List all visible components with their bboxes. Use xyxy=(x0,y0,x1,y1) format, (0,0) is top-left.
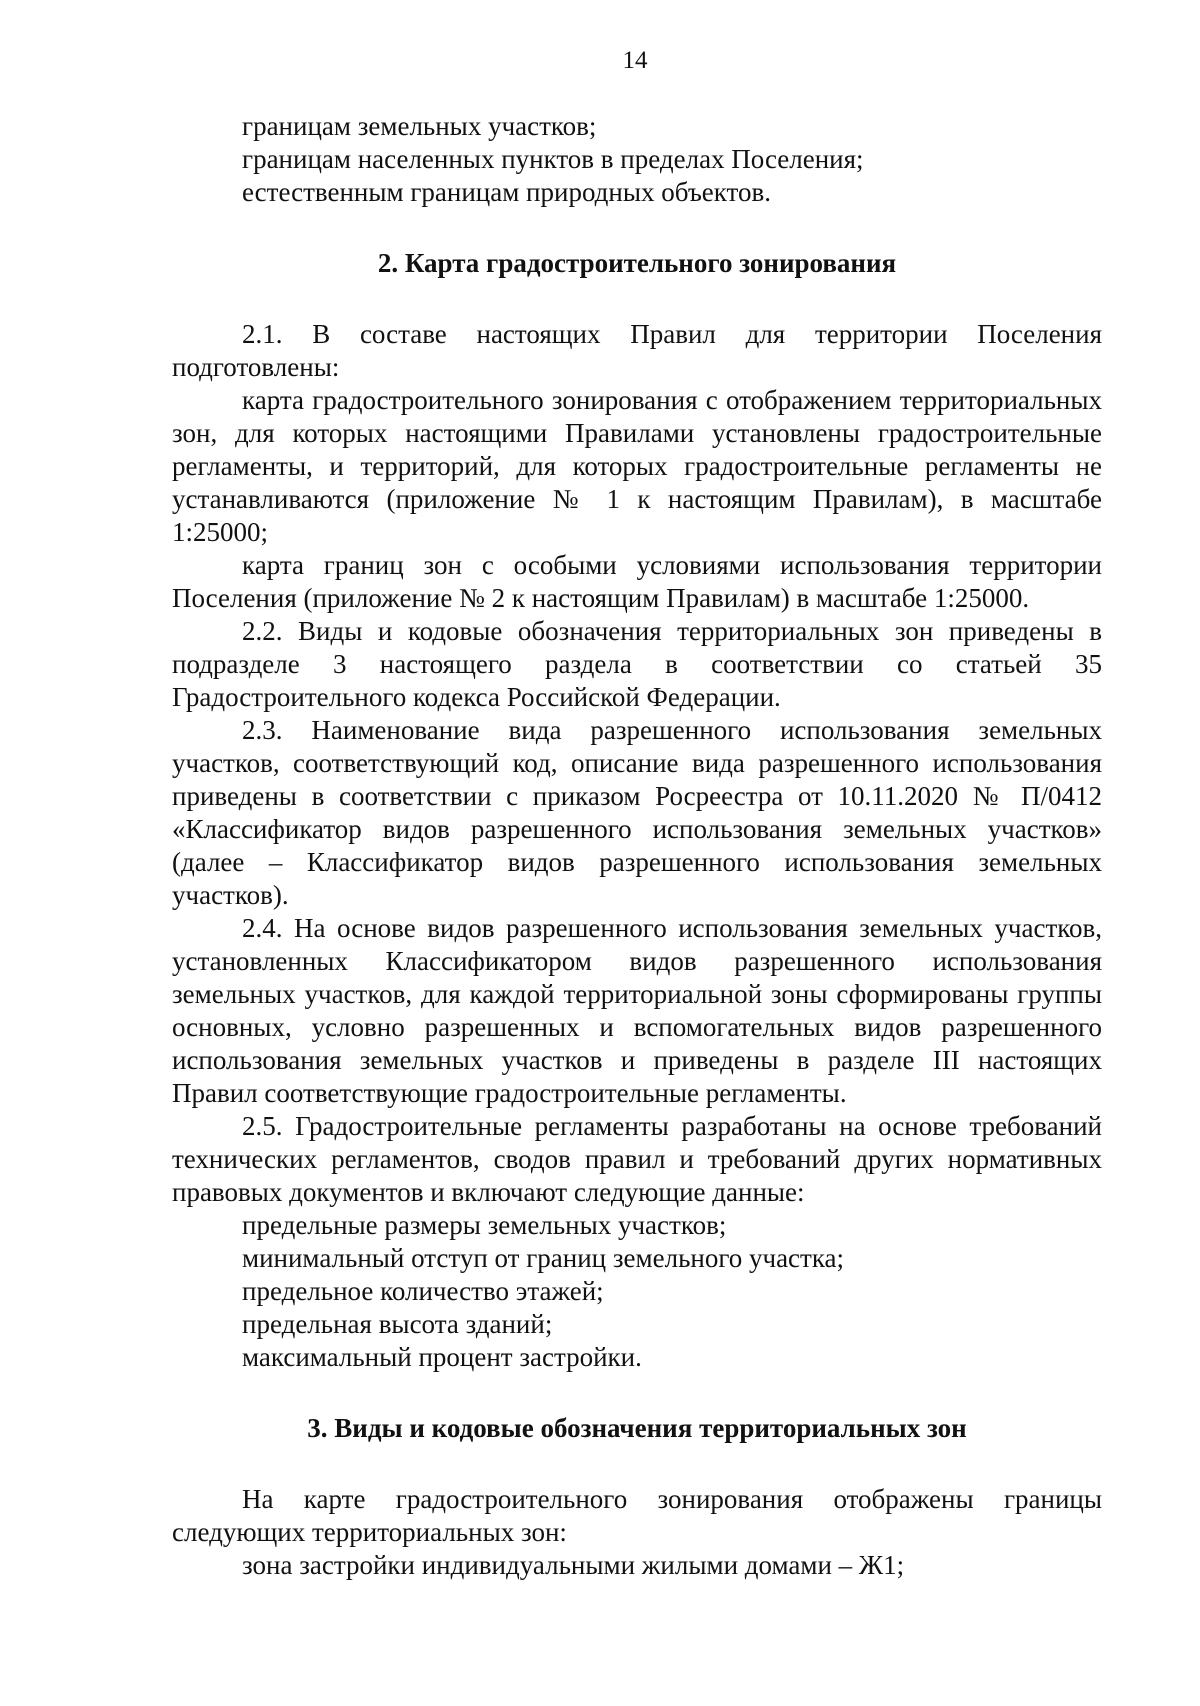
page-number: 14 xyxy=(622,47,648,74)
intro-line: границам земельных участков; xyxy=(242,111,597,141)
paragraph-2-5 xyxy=(172,1110,1102,1209)
list-item: предельное количество этажей; xyxy=(242,1276,604,1306)
paragraph-2-4-text: 2.4. На основе видов разрешенного использования земельных участков, установленных Классификатором видов разрешенного использования земельных участков, для каждой территориальной зоны сформированы группы основных, условно разрешенных и вспомогательных видов разрешенного использования земельных участков и приведены в разделе III настоящих Правил соответствующие градостроительные регламенты. xyxy=(172,913,1102,1108)
zone-item: зона застройки индивидуальными жилыми домами – Ж1; xyxy=(242,1550,905,1580)
paragraph-3-1 xyxy=(172,1483,1102,1549)
paragraph-2-5-text: 2.5. Градостроительные регламенты разработаны на основе требований технических регламентов, сводов правил и требований других нормативных правовых документов и включают следующие данные: xyxy=(172,1111,1102,1207)
paragraph-2-3-text: 2.3. Наименование вида разрешенного использования земельных участков, соответствующий код, описание вида разрешенного использования приведены в соответствии с приказом Росреестра от 10.11.2020 № П/0412 «Классификатор видов разрешенного использования земельных участков» (далее – Классификатор видов разрешенного использования земельных участков). xyxy=(172,715,1102,910)
list-item: минимальный отступ от границ земельного участка; xyxy=(242,1243,845,1273)
intro-line: естественным границам природных объектов. xyxy=(242,177,771,207)
paragraph-3-1-text: На карте градостроительного зонирования отображены границы следующих территориальных зон: xyxy=(172,1484,1102,1547)
list-item: предельные размеры земельных участков; xyxy=(242,1210,727,1240)
list-item: предельная высота зданий; xyxy=(242,1309,553,1339)
paragraph-2-2 xyxy=(172,615,1102,714)
paragraph-2-1-a xyxy=(172,384,1102,549)
intro-line: границам населенных пунктов в пределах Поселения; xyxy=(242,144,864,174)
paragraph-2-2-text: 2.2. Виды и кодовые обозначения территориальных зон приведены в подразделе 3 настоящего раздела в соответствии со статьей 35 Градостроительного кодекса Российской Федерации. xyxy=(172,616,1102,712)
section-3-heading: 3. Виды и кодовые обозначения территориальных зон xyxy=(307,1413,967,1443)
paragraph-2-1 xyxy=(172,318,1102,384)
paragraph-2-1-text: 2.1. В составе настоящих Правил для территории Поселения подготовлены: xyxy=(172,319,1102,382)
paragraph-2-1-a-text: карта градостроительного зонирования с отображением территориальных зон, для которых настоящими Правилами установлены градостроительные регламенты, и территорий, для которых градостроительные регламенты не устанавливаются (приложение № 1 к настоящим Правилам), в масштабе 1:25000; xyxy=(172,385,1102,547)
paragraph-2-1-b-text: карта границ зон с особыми условиями использования территории Поселения (приложение № 2 к настоящим Правилам) в масштабе 1:25000. xyxy=(172,550,1102,613)
paragraph-2-4 xyxy=(172,912,1102,1110)
list-item: максимальный процент застройки. xyxy=(242,1342,642,1372)
paragraph-2-3 xyxy=(172,714,1102,912)
document-body xyxy=(172,110,1102,1582)
paragraph-2-1-b xyxy=(172,549,1102,615)
section-2-heading: 2. Карта градостроительного зонирования xyxy=(377,248,897,278)
